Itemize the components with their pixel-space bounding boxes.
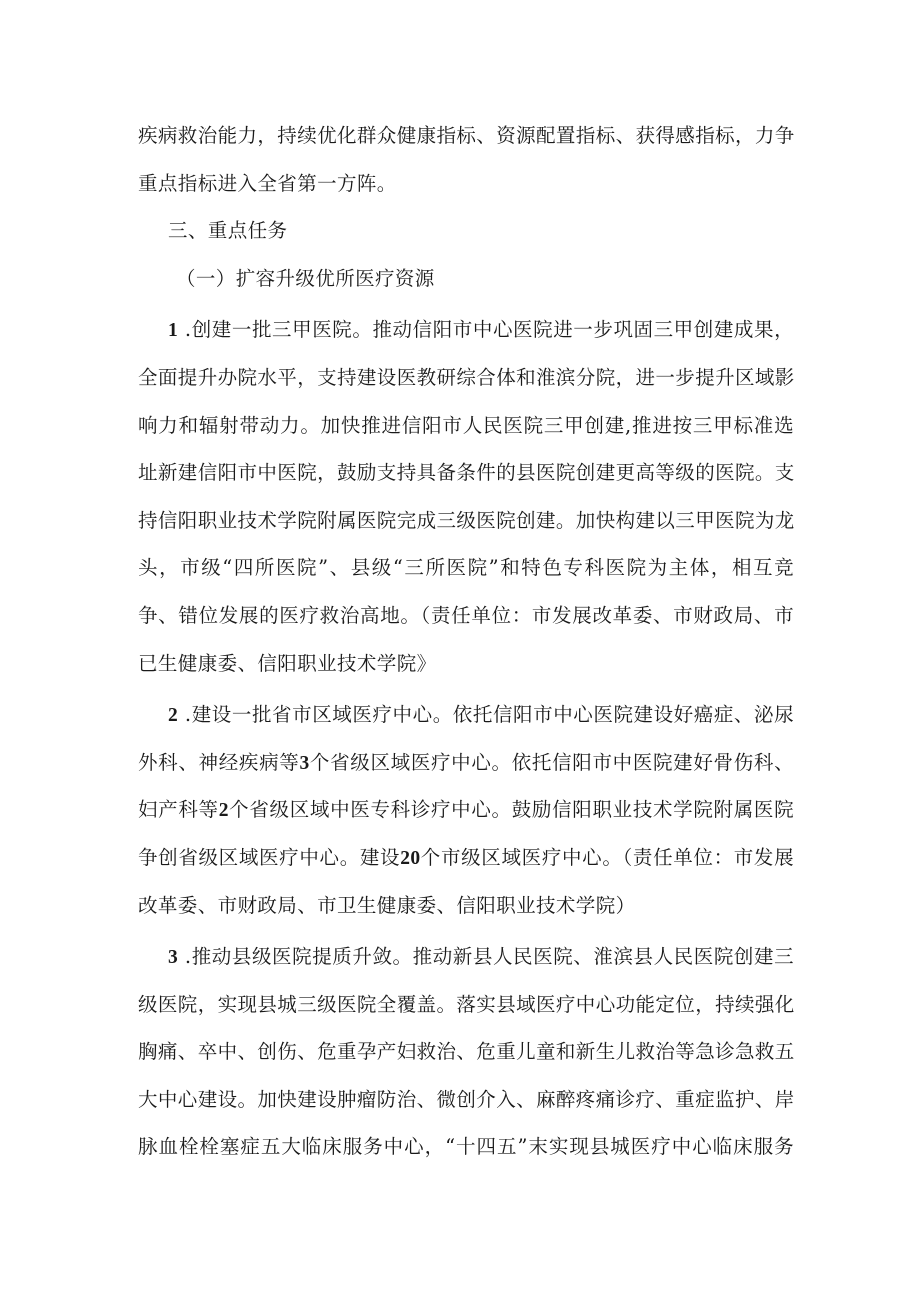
body-text-line (138, 786, 794, 834)
item-1-title-text: .创建一批三甲医院。推动信阳市中心医院进一步巩固三甲创建成果， (178, 318, 794, 342)
body-text-line: 改革委、市财政局、市卫生健康委、信阳职业技术学院） (138, 893, 636, 917)
inline-number: 2 (218, 800, 229, 822)
body-text-line: 头，市级“四所医院”、县级“三所医院”和特色专科医院为主体，相互竞 (138, 556, 794, 580)
item-3-first-line (138, 933, 794, 981)
text-segment: 个省级区域医疗中心。依托信阳市中医院建好骨伤科、 (309, 750, 794, 774)
text-segment: 妇产科等 (138, 798, 219, 822)
body-text-line: 全面提升办院水平，支持建设医教研综合体和淮滨分院，进一步提升区域影 (138, 365, 795, 389)
section-heading: 三、重点任务 (168, 219, 288, 243)
text-segment: 个省级区域中医专科诊疗中心。鼓励信阳职业技术学院附属医院 (228, 798, 794, 822)
body-text-line: 胸痛、卒中、创伤、危重孕产妇救治、危重儿童和新生儿救治等急诊急救五 (138, 1040, 795, 1064)
body-text-line: 疾病救治能力，持续优化群众健康指标、资源配置指标、获得感指标，力争 (138, 124, 795, 147)
body-text-line: 持信阳职业技术学院附属医院完成三级医院创建。加快构建以三甲医院为龙 (138, 508, 795, 532)
body-text-line: 已生健康委、信阳职业技术学院》 (138, 651, 437, 675)
item-number: 2 (168, 705, 179, 727)
document-page (138, 112, 794, 1171)
body-text-line: 重点指标进入全省第一方阵。 (138, 171, 397, 195)
text-segment: 外科、神经疾病等 (138, 750, 300, 774)
item-1-first-line (138, 306, 794, 354)
body-text-line (138, 739, 794, 787)
subsection-heading: （一）扩容升级优所医疗资源 (176, 266, 435, 290)
body-text-line: 脉血栓栓塞症五大临床服务中心，“十四五”末实现县城医疗中心临床服务 (138, 1135, 794, 1159)
body-text-line: 争、错位发展的医疗救治高地。（责任单位：市发展改革委、市财政局、市 (138, 603, 794, 627)
body-text-line: 址新建信阳市中医院，鼓励支持具备条件的县医院创建更高等级的医院。支 (138, 461, 795, 485)
text-segment: 争创省级区域医疗中心。建设 (138, 845, 401, 869)
body-text-line (138, 834, 794, 882)
inline-number: 3 (299, 752, 310, 774)
inline-number: 20 (400, 847, 421, 869)
text-segment: 个市级区域医疗中心。（责任单位：市发展 (420, 845, 795, 869)
item-3-title-text: .推动县级医院提质升敛。推动新县人民医院、淮滨县人民医院创建三 (178, 945, 794, 969)
item-number: 3 (168, 947, 179, 969)
item-2-first-line (138, 691, 794, 739)
body-text-line: 级医院，实现县城三级医院全覆盖。落实县域医疗中心功能定位，持续强化 (138, 992, 795, 1016)
item-number: 1 (168, 320, 179, 342)
body-text-line: 大中心建设。加快建设肿瘤防治、微创介入、麻醉疼痛诊疗、重症监护、岸 (138, 1087, 795, 1111)
item-2-title-text: .建设一批省市区域医疗中心。依托信阳市中心医院建设好癌症、泌尿 (178, 703, 794, 727)
body-text-line: 响力和辐射带动力。加快推进信阳市人民医院三甲创建,推进按三甲标准选 (138, 413, 794, 437)
